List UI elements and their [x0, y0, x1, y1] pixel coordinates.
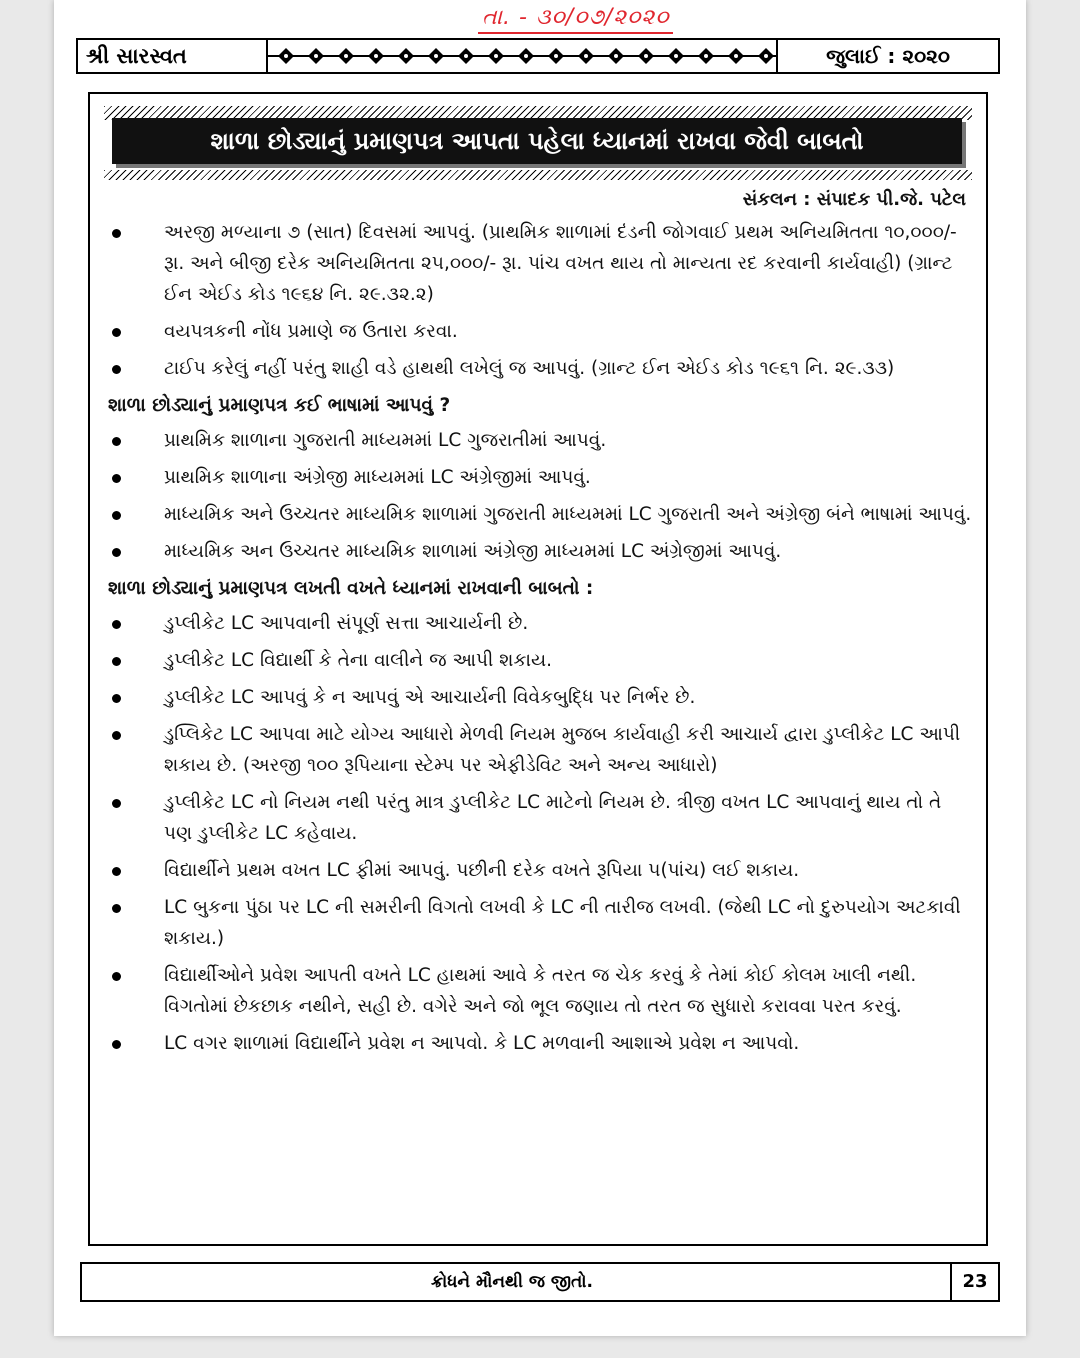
bullet-icon	[112, 1040, 121, 1049]
page-footer	[80, 1262, 1000, 1302]
bullet-icon	[112, 799, 121, 808]
list-item: વિદ્યાર્થીને પ્રથમ વખત LC ફીમાં આપવું. પછીની દરેક વખતે રૂપિયા ૫(પાંચ) લઈ શકાય.	[108, 855, 972, 886]
masthead	[76, 38, 1000, 74]
list-item: LC બુકના પુંઠા પર LC ની સમરીની વિગતો લખવી કે LC ની તારીજ લખવી. (જેથી LC નો દુરુપયોગ અટકાવી શકાય.)	[108, 892, 972, 954]
article-frame	[88, 92, 988, 1246]
list-item: ડુપ્લિકેટ LC આપવા માટે યોગ્ય આધારો મેળવી નિયમ મુજબ કાર્યવાહી કરી આચાર્ય દ્વારા ડુપ્લીકેટ LC આપી શકાય છે. (અરજી ૧૦૦ રૂપિયાના સ્ટેમ્પ પર એફીડેવિટ અને અન્ય આધારો)	[108, 719, 972, 781]
bullet-icon	[112, 474, 121, 483]
list-item: વયપત્રકની નોંધ પ્રમાણે જ ઉતારા કરવા.	[108, 316, 972, 347]
bullet-icon	[112, 972, 121, 981]
list-item: પ્રાથમિક શાળાના અંગ્રેજી માધ્યમમાં LC અંગ્રેજીમાં આપવું.	[108, 462, 972, 493]
article-credit: સંકલન : સંપાદક પી.જે. પટેલ	[742, 189, 966, 210]
list-item: ડુપ્લીકેટ LC આપવું કે ન આપવું એ આચાર્યની વિવેકબુદ્ધિ પર નિર્ભર છે.	[108, 682, 972, 713]
bullet-icon	[112, 511, 121, 520]
bullet-icon	[112, 694, 121, 703]
bullet-icon	[112, 904, 121, 913]
article-title: શાળા છોડ્યાનું પ્રમાણપત્ર આપતા પહેલા ધ્યાનમાં રાખવા જેવી બાબતો	[112, 118, 962, 164]
bullet-icon	[112, 365, 121, 374]
footer-quote: ક્રોધને મૌનથી જ જીતો.	[430, 1272, 594, 1292]
bullet-icon	[112, 437, 121, 446]
section-heading-writing: શાળા છોડ્યાનું પ્રમાણપત્ર લખતી વખતે ધ્યાનમાં રાખવાની બાબતો :	[108, 578, 594, 599]
list-item: માધ્યમિક અન ઉચ્ચતર માધ્યમિક શાળામાં અંગ્રેજી માધ્યમમાં LC અંગ્રેજીમાં આપવું.	[108, 536, 972, 567]
page-number: 23	[950, 1264, 998, 1300]
list-item: ટાઈપ કરેલું નહીં પરંતુ શાહી વડે હાથથી લખેલું જ આપવું. (ગ્રાન્ટ ઈન એઈડ કોડ ૧૯૬૧ નિ. ૨૯.૩૩)	[108, 353, 972, 384]
list-item: વિદ્યાર્થીઓને પ્રવેશ આપતી વખતે LC હાથમાં આવે કે તરત જ ચેક કરવું કે તેમાં કોઈ કોલમ ખાલી નથી. વિગતોમાં છેકછાક નથીને, સહી છે. વગેરે અને જો ભૂલ જણાય તો તરત જ સુધારો કરાવવા પરત કરવું.	[108, 960, 972, 1022]
ornament-border-icon	[268, 40, 776, 72]
list-item: ડુપ્લીકેટ LC વિદ્યાર્થી કે તેના વાલીને જ આપી શકાય.	[108, 645, 972, 676]
list-item: અરજી મળ્યાના ૭ (સાત) દિવસમાં આપવું. (પ્રાથમિક શાળામાં દંડની જોગવાઈ પ્રથમ અનિયમિતતા ૧૦,૦૦૦/- રૂા. અને બીજી દરેક અનિયમિતતા ૨૫,૦૦૦/- રૂા. પાંચ વખત થાય તો માન્યતા રદ કરવાની કાર્યવાહી) (ગ્રાન્ટ ઈન એઈડ કોડ ૧૯૬૪ નિ. ૨૯.૩૨.૨)	[108, 217, 972, 310]
bullet-icon	[112, 328, 121, 337]
handwritten-date: તા. - ૩૦/૦૭/૨૦૨૦	[478, 4, 673, 34]
article-body	[108, 184, 972, 1065]
bullet-icon	[112, 548, 121, 557]
list-item: ડુપ્લીકેટ LC આપવાની સંપૂર્ણ સત્તા આચાર્યની છે.	[108, 608, 972, 639]
magazine-page	[54, 0, 1026, 1336]
magazine-name: શ્રી સારસ્વત	[78, 40, 268, 72]
bullet-icon	[112, 620, 121, 629]
list-item: પ્રાથમિક શાળાના ગુજરાતી માધ્યમમાં LC ગુજરાતીમાં આપવું.	[108, 425, 972, 456]
hatch-decoration	[104, 170, 972, 180]
bullet-icon	[112, 731, 121, 740]
list-item: LC વગર શાળામાં વિદ્યાર્થીને પ્રવેશ ન આપવો. કે LC મળવાની આશાએ પ્રવેશ ન આપવો.	[108, 1028, 972, 1059]
section-heading-language: શાળા છોડ્યાનું પ્રમાણપત્ર કઈ ભાષામાં આપવું ?	[108, 395, 451, 416]
bullet-icon	[112, 867, 121, 876]
bullet-icon	[112, 657, 121, 666]
list-item: માધ્યમિક અને ઉચ્ચતર માધ્યમિક શાળામાં ગુજરાતી માધ્યમમાં LC ગુજરાતી અને અંગ્રેજી બંને ભાષામાં આપવું.	[108, 499, 972, 530]
issue-month: જુલાઈ : ૨૦૨૦	[776, 40, 998, 72]
bullet-icon	[112, 229, 121, 238]
list-item: ડુપ્લીકેટ LC નો નિયમ નથી પરંતુ માત્ર ડુપ્લીકેટ LC માટેનો નિયમ છે. ત્રીજી વખત LC આપવાનું થાય તો તે પણ ડુપ્લીકેટ LC કહેવાય.	[108, 787, 972, 849]
